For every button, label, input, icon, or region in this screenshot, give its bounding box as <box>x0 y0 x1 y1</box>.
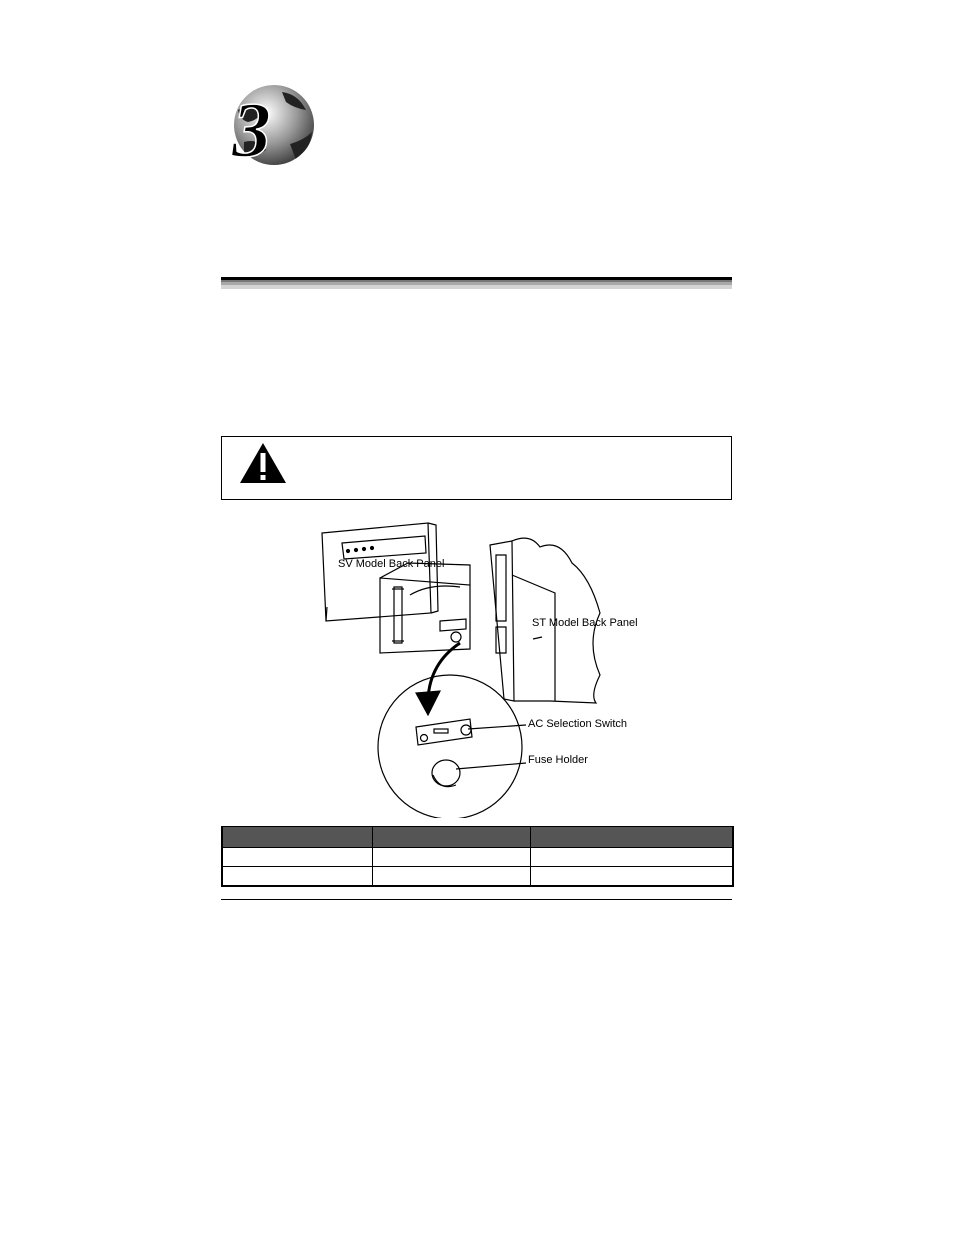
st-panel-label: ST Model Back Panel <box>532 617 638 629</box>
warning-triangle-icon <box>238 441 288 485</box>
table-cell <box>222 848 372 867</box>
ac-switch-label: AC Selection Switch <box>528 718 628 730</box>
chapter-rule <box>221 277 732 289</box>
table-cell <box>222 867 372 887</box>
back-panel-figure <box>300 503 660 818</box>
chapter-3-globe-icon <box>224 80 316 170</box>
bottom-rule <box>221 899 732 900</box>
table-header-row <box>222 827 733 848</box>
warning-box <box>221 436 732 500</box>
svg-text:3: 3 <box>232 86 271 170</box>
fuse-holder-label: Fuse Holder <box>528 754 588 766</box>
fuse-table <box>221 826 734 887</box>
table-cell <box>372 867 530 887</box>
table-header-cell <box>222 827 372 848</box>
table-header-cell <box>372 827 530 848</box>
table-cell <box>530 848 733 867</box>
sv-panel-label: SV Model Back Panel <box>338 558 445 570</box>
table-row <box>222 867 733 887</box>
table-row <box>222 848 733 867</box>
table-header-cell <box>530 827 733 848</box>
table-cell <box>530 867 733 887</box>
back-panel-drawing <box>300 503 660 818</box>
table-cell <box>372 848 530 867</box>
